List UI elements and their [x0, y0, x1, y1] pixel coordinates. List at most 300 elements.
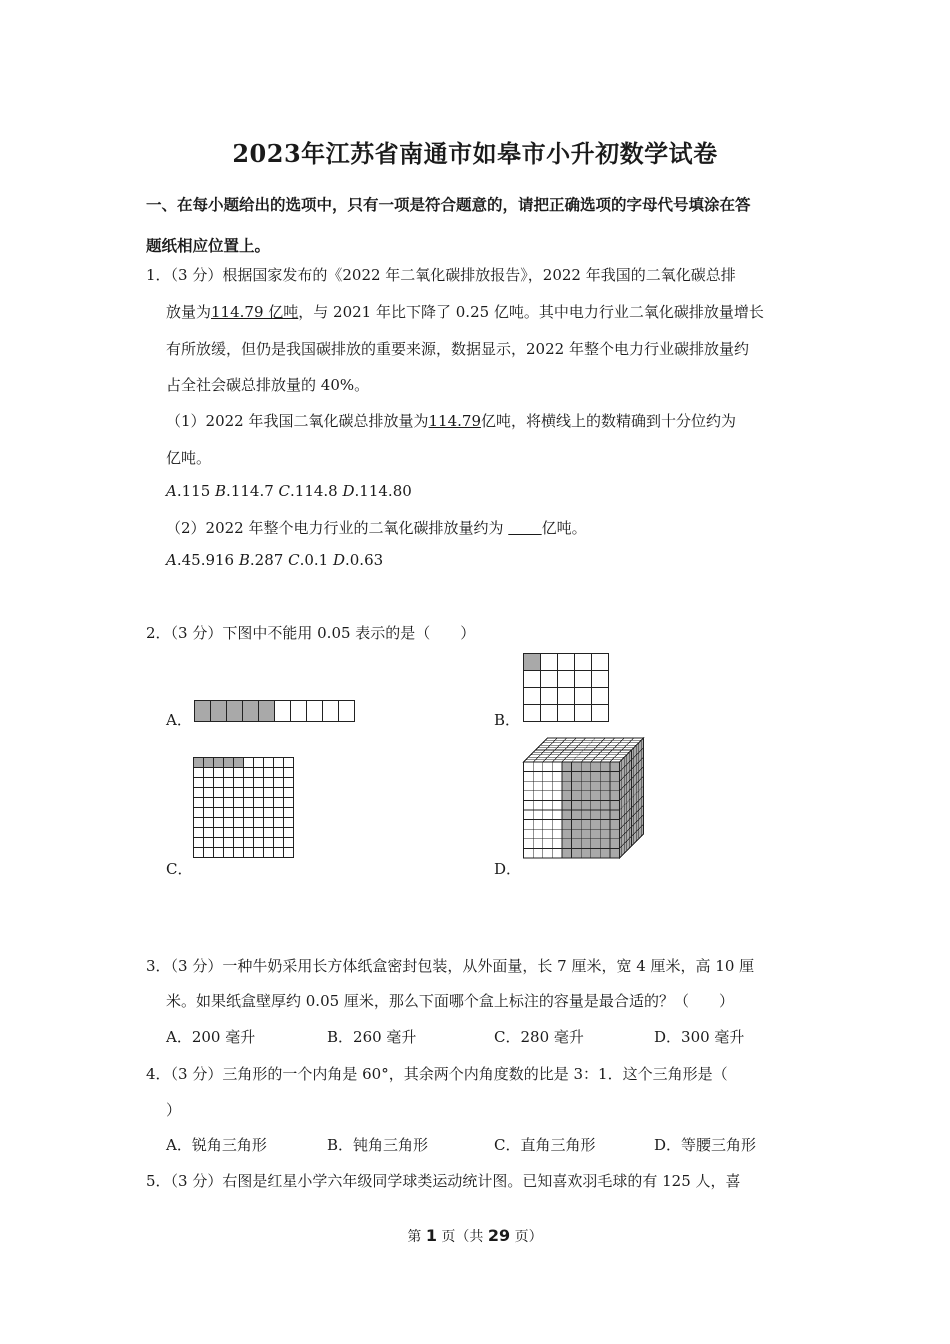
grid-cell — [234, 778, 244, 788]
cube-front-cell — [562, 839, 572, 849]
cube-front-cell — [562, 791, 572, 801]
cube-front-cell — [610, 791, 620, 801]
grid-cell — [244, 798, 254, 808]
cube-front-cell — [543, 848, 553, 858]
option-letter: A — [166, 551, 177, 569]
option-text: .115 — [176, 482, 216, 500]
strip-cell — [291, 701, 307, 722]
cube-front-cell — [600, 820, 610, 830]
cube-front-cell — [591, 772, 601, 782]
q1-sub2 — [166, 517, 587, 538]
cube-front-cell — [562, 762, 572, 772]
grid-cell — [592, 688, 609, 705]
question-number: 3． — [146, 957, 171, 975]
cube-front-cell — [524, 839, 534, 849]
grid-cell — [234, 788, 244, 798]
grid-cell — [264, 808, 274, 818]
cube-front-cell — [552, 791, 562, 801]
footer-text: 第 — [407, 1229, 426, 1245]
grid-cell — [254, 798, 264, 808]
cube-front-cell — [591, 820, 601, 830]
q1-sub1 — [166, 410, 736, 431]
grid-cell — [194, 798, 204, 808]
grid-cell — [264, 798, 274, 808]
option-letter: A — [166, 482, 177, 500]
grid-cell — [541, 671, 558, 688]
q4-option-c: C．直角三角形 — [494, 1136, 596, 1154]
cube-front-cell — [552, 762, 562, 772]
grid-cell — [204, 838, 214, 848]
grid-cell — [214, 808, 224, 818]
cube-front-cell — [543, 820, 553, 830]
section-heading-line2: 题纸相应位置上。 — [146, 236, 271, 255]
cube-front-cell — [543, 839, 553, 849]
cube-front-cell — [552, 772, 562, 782]
cube-front-cell — [572, 848, 582, 858]
grid-cell — [575, 671, 592, 688]
q1-sub2-text: （2）2022 年整个电力行业的二氧化碳排放量约为 — [166, 519, 509, 537]
option-text: .45.916 — [176, 551, 239, 569]
strip-cell — [195, 701, 211, 722]
question-score: （3 分） — [170, 957, 223, 975]
option-label-a: A． — [166, 711, 192, 729]
grid-cell — [204, 818, 214, 828]
grid-cell — [592, 654, 609, 671]
q3-line1 — [146, 955, 754, 976]
grid-cell — [254, 808, 264, 818]
q1-text: 根据国家发布的《2022 年二氧化碳排放报告》，2022 年我国的二氧化碳总排 — [222, 266, 736, 284]
footer-text: 页（共 — [436, 1229, 488, 1245]
grid-cell — [254, 828, 264, 838]
cube-front-cell — [581, 762, 591, 772]
grid-cell — [558, 705, 575, 722]
cube-front-cell — [562, 848, 572, 858]
figure-d-cube — [523, 738, 645, 860]
option-text: .0.63 — [345, 551, 384, 569]
q4-line2: ） — [166, 1101, 182, 1119]
cube-front-cell — [572, 829, 582, 839]
cube-front-cell — [572, 800, 582, 810]
grid-cell — [224, 768, 234, 778]
cube-front-cell — [591, 810, 601, 820]
cube-front-cell — [562, 820, 572, 830]
grid-cell — [224, 778, 234, 788]
grid-cell — [234, 808, 244, 818]
grid-cell — [234, 768, 244, 778]
option-label-b: B． — [494, 711, 521, 729]
grid-cell — [254, 778, 264, 788]
section-heading-line1: 一、在每小题给出的选项中，只有一项是符合题意的，请把正确选项的字母代号填涂在答 — [146, 195, 751, 214]
q1-sub1-line2: 亿吨。 — [166, 449, 212, 467]
grid-cell — [194, 818, 204, 828]
cube-front-cell — [581, 800, 591, 810]
cube-front-cell — [533, 839, 543, 849]
cube-front-cell — [581, 848, 591, 858]
question-number: 5． — [146, 1172, 171, 1190]
grid-cell — [234, 798, 244, 808]
cube-front-cell — [591, 791, 601, 801]
grid-cell — [244, 778, 254, 788]
cube-front-cell — [543, 791, 553, 801]
grid-cell — [264, 758, 274, 768]
cube-front-cell — [591, 839, 601, 849]
option-label-c: C． — [166, 860, 193, 878]
cube-front-cell — [552, 781, 562, 791]
strip-cell — [339, 701, 355, 722]
grid-cell — [274, 848, 284, 858]
cube-front-cell — [543, 829, 553, 839]
grid-cell — [575, 705, 592, 722]
question-score: （3 分） — [170, 624, 223, 642]
cube-front-cell — [610, 848, 620, 858]
figure-c-hundred-grid — [193, 757, 295, 859]
grid-cell — [224, 848, 234, 858]
grid-cell — [234, 838, 244, 848]
cube-front-cell — [533, 829, 543, 839]
q3-option-c: C．280 毫升 — [494, 1028, 584, 1046]
grid-cell — [204, 828, 214, 838]
cube-front-cell — [552, 810, 562, 820]
cube-front-cell — [552, 848, 562, 858]
q4-text: 三角形的一个内角是 60°，其余两个内角度数的比是 3：1．这个三角形是（ — [222, 1065, 728, 1083]
cube-front-cell — [562, 800, 572, 810]
grid-cell — [274, 838, 284, 848]
cube-front-cell — [581, 839, 591, 849]
grid-cell — [558, 654, 575, 671]
grid-cell — [214, 848, 224, 858]
cube-front-cell — [524, 810, 534, 820]
q3-text: 一种牛奶采用长方体纸盒密封包装，从外面量，长 7 厘米，宽 4 厘米，高 10 厘 — [222, 957, 755, 975]
cube-front-cell — [562, 810, 572, 820]
grid-cell — [224, 828, 234, 838]
question-score: （3 分） — [170, 266, 223, 284]
cube-front-cell — [533, 810, 543, 820]
strip-cell — [275, 701, 291, 722]
cube-front-cell — [543, 781, 553, 791]
q4-option-a: A．锐角三角形 — [166, 1136, 267, 1154]
grid-cell — [234, 828, 244, 838]
grid-cell — [214, 778, 224, 788]
grid-cell — [204, 798, 214, 808]
question-number: 1． — [146, 266, 171, 284]
q4-option-d: D．等腰三角形 — [654, 1136, 757, 1154]
cube-front-cell — [610, 781, 620, 791]
cube-front-cell — [552, 829, 562, 839]
q5-text: 右图是红星小学六年级同学球类运动统计图。已知喜欢羽毛球的有 125 人，喜 — [222, 1172, 741, 1190]
q3-option-a: A．200 毫升 — [166, 1028, 256, 1046]
grid-cell — [274, 758, 284, 768]
grid-cell — [214, 818, 224, 828]
grid-cell — [524, 654, 541, 671]
cube-front-cell — [552, 800, 562, 810]
cube-front-cell — [533, 820, 543, 830]
cube-front-cell — [581, 829, 591, 839]
grid-cell — [244, 848, 254, 858]
underlined-value: 114.79 — [428, 412, 481, 430]
cube-front-cell — [581, 772, 591, 782]
cube-front-cell — [524, 820, 534, 830]
grid-cell — [204, 848, 214, 858]
current-page-number: 1 — [425, 1226, 437, 1245]
cube-front-cell — [524, 791, 534, 801]
q1-line4: 占全社会碳总排放量的 40%。 — [166, 376, 370, 394]
grid-cell — [284, 808, 294, 818]
cube-front-cell — [552, 839, 562, 849]
cube-front-cell — [600, 772, 610, 782]
strip-cell — [227, 701, 243, 722]
cube-front-cell — [533, 781, 543, 791]
cube-front-cell — [600, 781, 610, 791]
grid-cell — [524, 671, 541, 688]
cube-front-cell — [581, 820, 591, 830]
cube-front-cell — [591, 762, 601, 772]
strip-cell — [211, 701, 227, 722]
grid-cell — [524, 705, 541, 722]
grid-cell — [274, 818, 284, 828]
grid-cell — [244, 788, 254, 798]
grid-cell — [214, 768, 224, 778]
cube-front-cell — [581, 781, 591, 791]
grid-cell — [234, 758, 244, 768]
grid-cell — [264, 818, 274, 828]
option-letter: C — [278, 482, 291, 500]
grid-cell — [284, 788, 294, 798]
cube-front-cell — [581, 791, 591, 801]
grid-cell — [194, 828, 204, 838]
grid-cell — [254, 838, 264, 848]
question-number: 2． — [146, 624, 171, 642]
grid-cell — [244, 828, 254, 838]
grid-cell — [214, 828, 224, 838]
grid-cell — [592, 671, 609, 688]
cube-front-cell — [600, 762, 610, 772]
q1-sub1-options — [166, 482, 412, 500]
q2-text: 下图中不能用 0.05 表示的是（ ） — [222, 624, 476, 642]
grid-cell — [204, 808, 214, 818]
cube-front-cell — [543, 762, 553, 772]
cube-front-cell — [524, 800, 534, 810]
option-text: .287 — [249, 551, 289, 569]
q3-option-d: D．300 毫升 — [654, 1028, 745, 1046]
q2-stem — [146, 622, 475, 643]
grid-cell — [224, 788, 234, 798]
q1-sub2-text: 亿吨。 — [541, 519, 587, 537]
grid-cell — [214, 788, 224, 798]
grid-cell — [234, 818, 244, 828]
option-letter: D — [342, 482, 355, 500]
q1-line3: 有所放缓，但仍是我国碳排放的重要来源，数据显示，2022 年整个电力行业碳排放量约 — [166, 340, 749, 358]
cube-front-cell — [610, 820, 620, 830]
grid-cell — [254, 758, 264, 768]
grid-cell — [274, 788, 284, 798]
grid-cell — [194, 758, 204, 768]
grid-cell — [204, 778, 214, 788]
grid-cell — [254, 768, 264, 778]
cube-front-cell — [600, 848, 610, 858]
q4-option-b: B．钝角三角形 — [327, 1136, 429, 1154]
grid-cell — [214, 798, 224, 808]
option-letter: C — [288, 551, 300, 569]
option-text: .114.7 — [226, 482, 279, 500]
grid-cell — [264, 788, 274, 798]
cube-front-cell — [524, 781, 534, 791]
cube-front-cell — [572, 781, 582, 791]
option-letter: B — [238, 551, 250, 569]
cube-front-cell — [572, 820, 582, 830]
cube-front-cell — [600, 839, 610, 849]
grid-cell — [284, 798, 294, 808]
strip-cell — [307, 701, 323, 722]
figure-a-strip — [194, 700, 356, 722]
grid-cell — [274, 778, 284, 788]
cube-front-cell — [591, 800, 601, 810]
option-text: .0.1 — [299, 551, 333, 569]
grid-cell — [558, 688, 575, 705]
cube-front-cell — [572, 772, 582, 782]
grid-cell — [254, 788, 264, 798]
grid-cell — [204, 768, 214, 778]
grid-cell — [224, 808, 234, 818]
total-pages: 29 — [487, 1226, 511, 1245]
cube-front-cell — [543, 772, 553, 782]
cube-front-cell — [552, 820, 562, 830]
grid-cell — [264, 848, 274, 858]
cube-front-cell — [572, 839, 582, 849]
grid-cell — [234, 848, 244, 858]
cube-front-cell — [600, 800, 610, 810]
grid-cell — [194, 768, 204, 778]
strip-cell — [323, 701, 339, 722]
grid-cell — [284, 818, 294, 828]
grid-cell — [264, 838, 274, 848]
grid-cell — [284, 838, 294, 848]
page-footer — [0, 1226, 950, 1246]
cube-front-cell — [591, 848, 601, 858]
grid-cell — [541, 705, 558, 722]
cube-front-cell — [610, 800, 620, 810]
grid-cell — [541, 688, 558, 705]
underlined-value: 114.79 亿吨 — [211, 303, 299, 321]
cube-front-cell — [533, 848, 543, 858]
cube-front-cell — [600, 829, 610, 839]
cube-front-cell — [543, 800, 553, 810]
grid-cell — [274, 768, 284, 778]
cube-front-cell — [610, 810, 620, 820]
cube-front-cell — [610, 772, 620, 782]
grid-cell — [244, 808, 254, 818]
grid-cell — [284, 778, 294, 788]
q1-line2 — [166, 301, 764, 322]
cube-front-cell — [533, 772, 543, 782]
q5-line1 — [146, 1170, 741, 1191]
option-text: .114.80 — [354, 482, 412, 500]
grid-cell — [264, 778, 274, 788]
grid-cell — [194, 778, 204, 788]
cube-front-cell — [572, 762, 582, 772]
grid-cell — [254, 848, 264, 858]
grid-cell — [264, 768, 274, 778]
option-text: .114.8 — [290, 482, 343, 500]
grid-cell — [284, 758, 294, 768]
grid-cell — [254, 818, 264, 828]
grid-cell — [204, 788, 214, 798]
cube-front-cell — [610, 839, 620, 849]
grid-cell — [541, 654, 558, 671]
cube-front-cell — [562, 781, 572, 791]
grid-cell — [284, 828, 294, 838]
grid-cell — [224, 838, 234, 848]
q1-text: 放量为 — [166, 303, 212, 321]
grid-cell — [204, 758, 214, 768]
grid-cell — [524, 688, 541, 705]
cube-front-cell — [600, 810, 610, 820]
grid-cell — [244, 758, 254, 768]
cube-front-cell — [524, 848, 534, 858]
footer-text: 页） — [510, 1229, 543, 1245]
option-label-d: D． — [494, 860, 522, 878]
grid-cell — [214, 838, 224, 848]
cube-front-cell — [572, 791, 582, 801]
grid-cell — [558, 671, 575, 688]
page-title: 2023年江苏省南通市如皋市小升初数学试卷 — [232, 139, 718, 168]
question-score: （3 分） — [170, 1065, 223, 1083]
cube-front-cell — [562, 829, 572, 839]
grid-cell — [244, 768, 254, 778]
grid-cell — [224, 798, 234, 808]
cube-front-cell — [591, 829, 601, 839]
option-letter: D — [332, 551, 345, 569]
cube-front-cell — [572, 810, 582, 820]
cube-front-cell — [524, 762, 534, 772]
q3-line2: 米。如果纸盒壁厚约 0.05 厘米，那么下面哪个盒上标注的容量是最合适的？（ ） — [166, 992, 734, 1010]
question-number: 4． — [146, 1065, 171, 1083]
cube-front-cell — [533, 791, 543, 801]
grid-cell — [575, 688, 592, 705]
grid-cell — [284, 768, 294, 778]
cube-front-cell — [600, 791, 610, 801]
option-letter: B — [215, 482, 227, 500]
grid-cell — [264, 828, 274, 838]
cube-front-cell — [533, 800, 543, 810]
q4-line1 — [146, 1063, 728, 1084]
cube-front-cell — [524, 829, 534, 839]
cube-front-cell — [562, 772, 572, 782]
cube-front-cell — [581, 810, 591, 820]
q1-sub1-text: 亿吨，将横线上的数精确到十分位约为 — [481, 412, 737, 430]
grid-cell — [244, 838, 254, 848]
question-score: （3 分） — [170, 1172, 223, 1190]
cube-front-cell — [543, 810, 553, 820]
cube-front-cell — [524, 772, 534, 782]
grid-cell — [194, 808, 204, 818]
grid-cell — [274, 828, 284, 838]
cube-front-cell — [591, 781, 601, 791]
q1-text: ，与 2021 年比下降了 0.25 亿吨。其中电力行业二氧化碳排放量增长 — [298, 303, 764, 321]
grid-cell — [224, 818, 234, 828]
answer-blank — [508, 519, 541, 537]
grid-cell — [274, 798, 284, 808]
strip-cell — [259, 701, 275, 722]
q3-option-b: B．260 毫升 — [327, 1028, 417, 1046]
grid-cell — [214, 758, 224, 768]
figure-b-grid — [523, 653, 609, 722]
strip-cell — [243, 701, 259, 722]
grid-cell — [244, 818, 254, 828]
grid-cell — [224, 758, 234, 768]
grid-cell — [274, 808, 284, 818]
grid-cell — [194, 788, 204, 798]
grid-cell — [194, 848, 204, 858]
